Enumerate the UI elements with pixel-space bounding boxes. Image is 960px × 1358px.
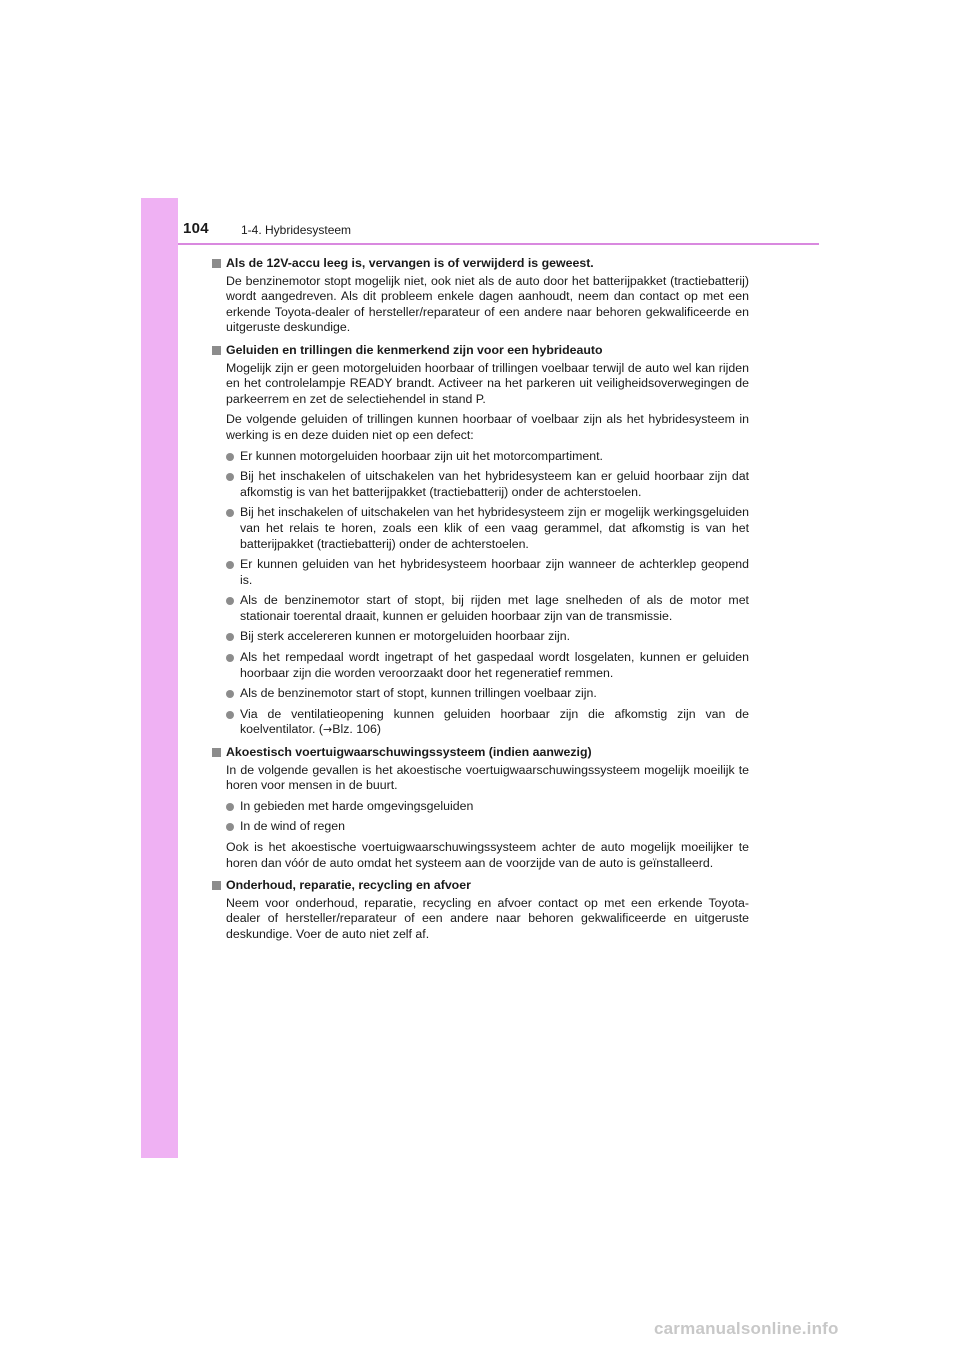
paragraph: Ook is het akoestische voertuigwaarschuwingssysteem achter de auto mogelijk moeilijker te horen dan vóór de auto omdat het systeem aan de voorzijde van de auto is geïnstalleerd.: [226, 840, 749, 870]
page-reference-link[interactable]: Blz. 106): [332, 722, 381, 737]
paragraph: In de volgende gevallen is het akoestische voertuigwaarschuwingssysteem mogelijk moeilijk te horen voor mensen in de buurt.: [226, 762, 749, 793]
list-item: [226, 629, 749, 645]
circle-bullet-icon: [226, 633, 234, 641]
list-item: [226, 557, 749, 588]
list-item-text: Als het rempedaal wordt ingetrapt of het gaspedaal wordt losgelaten, kunnen er geluiden hoorbaar zijn die worden veroorzaakt door het regeneratief remmen.: [240, 650, 749, 680]
square-bullet-icon: [212, 259, 221, 268]
circle-bullet-icon: [226, 597, 234, 605]
circle-bullet-icon: [226, 711, 234, 719]
paragraph: Mogelijk zijn er geen motorgeluiden hoorbaar of trillingen voelbaar terwijl de auto wel kan rijden en het controlelampje READY brandt. Activeer na het parkeren uit veiligheidsoverwegingen de parkeerrem en zet de selectiehendel in stand P.: [226, 360, 749, 406]
section-heading-text: Als de 12V-accu leeg is, vervangen is of verwijderd is geweest.: [226, 256, 594, 270]
section-heading: [211, 256, 749, 272]
list-item: [226, 686, 749, 702]
circle-bullet-icon: [226, 823, 234, 831]
circle-bullet-icon: [226, 473, 234, 481]
chapter-sidebar-tab: [141, 198, 178, 1158]
section-heading: [211, 343, 749, 359]
section-sounds-vibrations: [211, 343, 749, 738]
list-item-text: Bij het inschakelen of uitschakelen van het hybridesysteem kan er geluid hoorbaar zijn dat afkomstig is van het batterijpakket (tractiebatterij) onder de achterstoelen.: [240, 469, 749, 499]
list-item-text-main: Via de ventilatieopening kunnen geluiden hoorbaar zijn die afkomstig zijn van de koelventilator. (: [240, 706, 749, 737]
page-content: [211, 256, 749, 950]
list-item-text: Als de benzinemotor start of stopt, kunnen trillingen voelbaar zijn.: [240, 686, 597, 701]
list-item-text: Als de benzinemotor start of stopt, bij rijden met lage snelheden of als de motor met stationair toerental draait, kunnen er geluiden hoorbaar zijn van de transmissie.: [240, 593, 749, 623]
section-maintenance: [211, 878, 749, 942]
section-acoustic-warning: [211, 745, 749, 871]
circle-bullet-icon: [226, 690, 234, 698]
list-item: [226, 707, 749, 738]
list-item: [226, 469, 749, 500]
list-item-text: Er kunnen geluiden van het hybridesysteem hoorbaar zijn wanneer de achterklep geopend is.: [240, 557, 749, 587]
header-divider: [178, 243, 819, 245]
circle-bullet-icon: [226, 654, 234, 662]
list-item: [226, 449, 749, 465]
list-item: [226, 505, 749, 552]
list-item-text: In gebieden met harde omgevingsgeluiden: [240, 798, 474, 813]
list-item-text: Er kunnen motorgeluiden hoorbaar zijn uit het motorcompartiment.: [240, 448, 603, 463]
list-item-text: Bij het inschakelen of uitschakelen van het hybridesysteem zijn er mogelijk werkingsgeluiden van het relais te horen, zoals een klik of een vaag gerammel, dat afkomstig is van het batterijpakket (tractiebatterij) onder de achterstoelen.: [240, 505, 749, 551]
circle-bullet-icon: [226, 803, 234, 811]
square-bullet-icon: [212, 346, 221, 355]
watermark: carmanualsonline.info: [654, 1319, 839, 1338]
list-item: [226, 819, 749, 835]
list-item: [226, 593, 749, 624]
list-item: [226, 650, 749, 681]
list-item-text: In de wind of regen: [240, 819, 345, 834]
section-12v-battery: [211, 256, 749, 336]
circle-bullet-icon: [226, 453, 234, 461]
paragraph: De volgende geluiden of trillingen kunnen hoorbaar of voelbaar zijn als het hybridesysteem in werking is en deze duiden niet op een defect:: [226, 412, 749, 442]
section-heading-text: Akoestisch voertuigwaarschuwingssysteem (indien aanwezig): [226, 745, 592, 760]
square-bullet-icon: [212, 748, 221, 757]
paragraph: De benzinemotor stopt mogelijk niet, ook niet als de auto door het batterijpakket (tractiebatterij) wordt aangedreven. Als dit probleem enkele dagen aanhoudt, neem dan contact op met een erkende Toyota-dealer of hersteller/reparateur of een andere naar behoren gekwalificeerde en uitgeruste deskundige.: [226, 273, 749, 335]
square-bullet-icon: [212, 881, 221, 890]
section-title: 1-4. Hybridesysteem: [241, 223, 352, 237]
section-heading-text: Geluiden en trillingen die kenmerkend zijn voor een hybrideauto: [226, 342, 603, 357]
section-heading: [211, 745, 749, 761]
circle-bullet-icon: [226, 509, 234, 517]
arrow-right-icon: →: [323, 723, 333, 737]
list-item-text: Bij sterk accelereren kunnen er motorgeluiden hoorbaar zijn.: [240, 629, 571, 644]
list-item: [226, 799, 749, 815]
page-number: 104: [183, 220, 209, 237]
list-item-text: [240, 707, 749, 738]
circle-bullet-icon: [226, 561, 234, 569]
section-heading-text: Onderhoud, reparatie, recycling en afvoer: [226, 878, 471, 893]
section-heading: [211, 878, 749, 894]
paragraph: Neem voor onderhoud, reparatie, recycling en afvoer contact op met een erkende Toyota-dealer of hersteller/reparateur of een andere naar behoren gekwalificeerde en uitgeruste deskundige. Voer de auto niet zelf af.: [226, 895, 749, 941]
